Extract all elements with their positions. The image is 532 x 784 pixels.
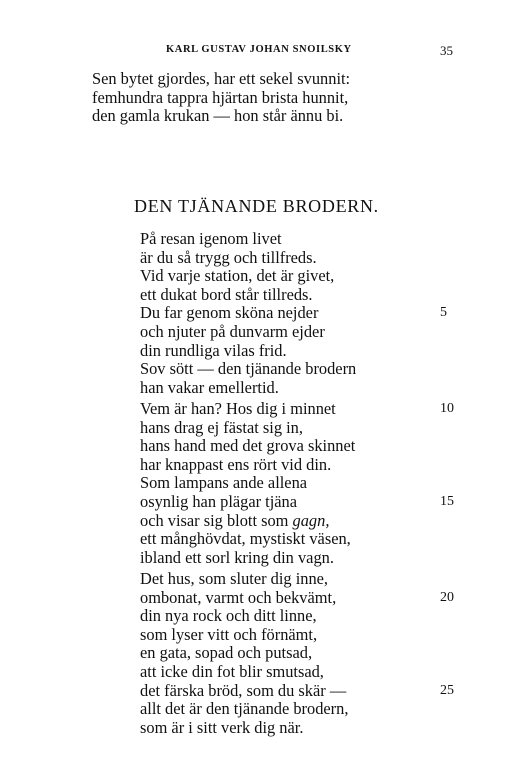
- line-number: 15: [440, 493, 454, 509]
- running-head: [0, 44, 532, 60]
- verse-line: är du så trygg och tillfreds.: [140, 247, 317, 267]
- verse-line: han vakar emellertid.: [140, 377, 279, 397]
- verse-line: och njuter på dunvarm ejder: [140, 321, 325, 341]
- verse-line: Det hus, som sluter dig inne,: [140, 569, 329, 588]
- verse-line: ett dukat bord står tillreds.: [140, 284, 313, 304]
- line-number: 25: [440, 682, 454, 698]
- verse-line: Vid varje station, det är givet,: [140, 266, 335, 286]
- line-number: 10: [440, 401, 454, 416]
- verse-line: hans hand med det grova skinnet: [140, 436, 356, 456]
- line-number: 5: [440, 305, 447, 321]
- intro-stanza: [0, 70, 532, 126]
- line-number: 20: [440, 589, 454, 605]
- verse-line: Vem är han? Hos dig i minnet 10: [140, 399, 454, 418]
- verse-line: ett månghövdat, mystiskt väsen,: [140, 529, 351, 549]
- verse-line: har knappast ens rört vid din.: [140, 454, 332, 474]
- stanza-2: [0, 400, 532, 567]
- verse-line: ibland ett sorl kring din vagn.: [140, 547, 334, 567]
- verse-line: och visar sig blott som gagn,: [140, 510, 330, 530]
- verse-line: Sov sött — den tjänande brodern: [140, 359, 357, 379]
- verse-line: Sen bytet gjordes, har ett sekel svunnit:: [92, 69, 351, 88]
- verse-line: den gamla krukan — hon står ännu bi.: [92, 106, 344, 126]
- verse-line: att icke din fot blir smutsad,: [140, 661, 324, 681]
- poem-title: DEN TJÄNANDE BRODERN.: [134, 196, 379, 216]
- page-number: 35: [440, 43, 453, 58]
- verse-line: hans drag ej fästat sig in,: [140, 417, 303, 437]
- verse-line: din rundliga vilas frid.: [140, 340, 287, 360]
- verse-line: som är i sitt verk dig när.: [140, 717, 304, 737]
- verse-line: en gata, sopad och putsad,: [140, 643, 313, 663]
- italic-word: gagn,: [292, 510, 330, 530]
- verse-line: Du far genom sköna nejder 5: [140, 303, 447, 323]
- verse-line: det färska bröd, som du skär — 25: [140, 680, 454, 700]
- verse-line: osynlig han plägar tjäna 15: [140, 491, 454, 511]
- verse-line: din nya rock och ditt linne,: [140, 606, 317, 626]
- verse-line: allt det är den tjänande brodern,: [140, 699, 349, 719]
- running-head-author: KARL GUSTAV JOHAN SNOILSKY: [166, 44, 352, 55]
- verse-line: På resan igenom livet: [140, 229, 282, 248]
- verse-line: Som lampans ande allena: [140, 473, 308, 493]
- verse-line: ombonat, varmt och bekvämt, 20: [140, 587, 454, 607]
- stanza-1: [0, 230, 532, 397]
- stanza-3: [0, 570, 532, 737]
- verse-line: femhundra tappra hjärtan brista hunnit,: [92, 87, 349, 107]
- verse-line: som lyser vitt och förnämt,: [140, 624, 318, 644]
